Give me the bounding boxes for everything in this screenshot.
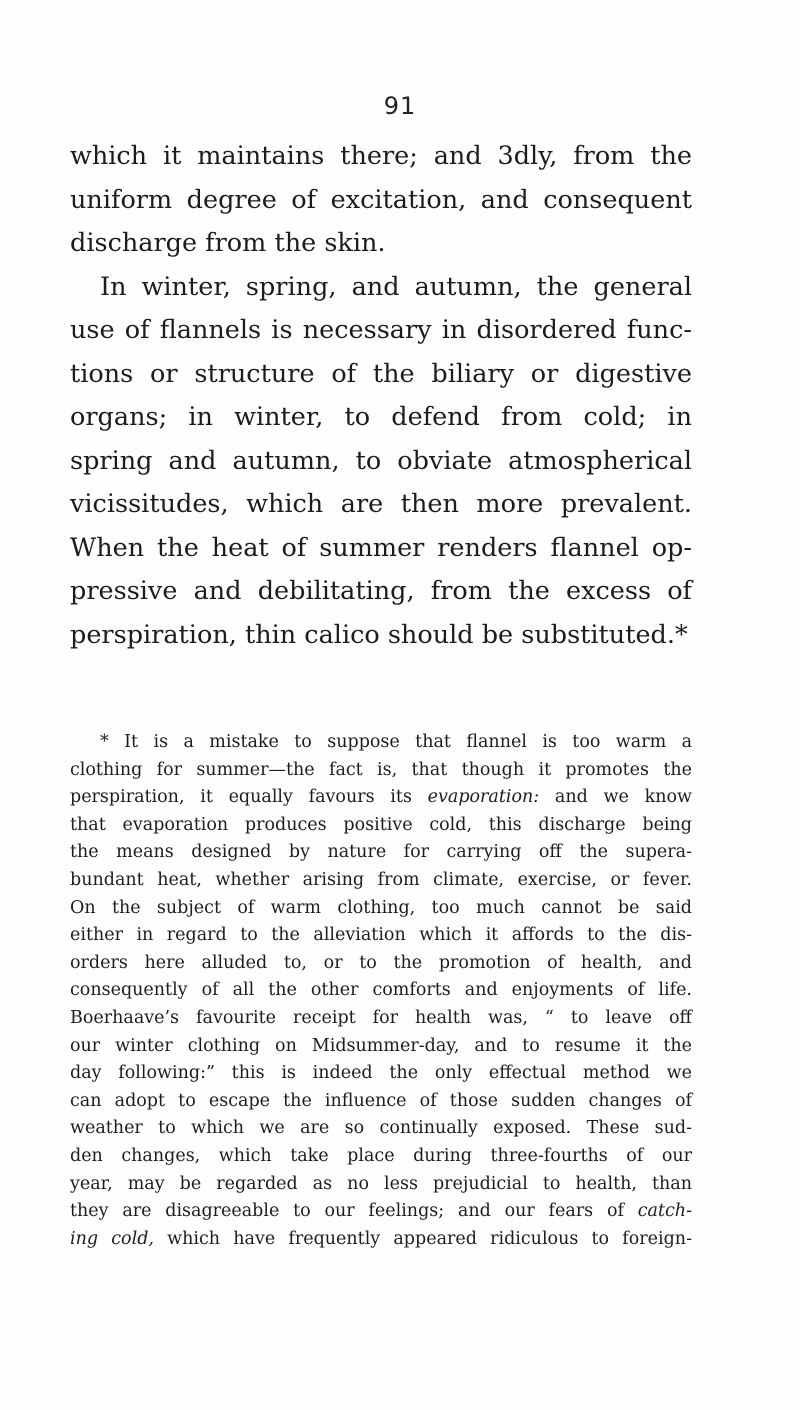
footnote-line: the means designed by nature for carrying off the supera- <box>70 842 692 863</box>
footnote-line: day following:” this is indeed the only effectual method we <box>70 1063 692 1084</box>
footnote-line: can adopt to escape the influence of those sudden changes of <box>70 1090 692 1111</box>
footnote-line: den changes, which take place during three-fourths of our <box>70 1145 692 1166</box>
text-line: spring and autumn, to obviate atmospherical <box>70 445 692 476</box>
footnote-line: orders here alluded to, or to the promotion of health, and <box>70 952 692 973</box>
text-line: organs; in winter, to defend from cold; in <box>70 402 692 432</box>
text-line: pressive and debilitating, from the excess of <box>70 576 692 606</box>
text-line: tions or structure of the biliary or digestive <box>70 358 692 389</box>
text-line: discharge from the skin. <box>70 228 386 258</box>
text-line: When the heat of summer renders flannel op- <box>70 532 692 563</box>
page-number: 91 <box>383 92 417 120</box>
footnote-line: * It is a mistake to suppose that flannel is too warm a <box>100 732 692 752</box>
footnote-italic-text: ing cold, <box>70 1228 154 1249</box>
footnote-line: clothing for summer—the fact is, that though it promotes the <box>70 759 692 780</box>
text-line: perspiration, thin calico should be substituted.* <box>70 619 688 650</box>
main-text <box>70 135 692 657</box>
footnote-line: either in regard to the alleviation which it affords to the dis- <box>70 925 692 946</box>
text-line: which it maintains there; and 3dly, from the <box>70 141 692 171</box>
footnote-italic-text: catch- <box>637 1201 692 1222</box>
text-line: use of flannels is necessary in disordered func- <box>70 315 692 345</box>
footnote-line: bundant heat, whether arising from climate, exercise, or fever. <box>70 869 692 890</box>
footnote-italic-text: evaporation: <box>427 787 540 808</box>
footnote-line: Boerhaave’s favourite receipt for health was, “ to leave off <box>70 1007 692 1028</box>
footnote-line: that evaporation produces positive cold, this discharge being <box>70 814 692 835</box>
footnote-line: year, may be regarded as no less prejudicial to health, than <box>70 1173 692 1194</box>
footnote-line: weather to which we are so continually exposed. These sud- <box>70 1118 692 1139</box>
footnote-text: and we know <box>539 787 692 808</box>
footnote-line: consequently of all the other comforts and enjoyments of life. <box>70 980 692 1001</box>
footnote-text: which have frequently appeared ridiculous to foreign- <box>153 1228 692 1249</box>
footnote-text: they are disagreeable to our feelings; and our fears of <box>70 1201 638 1222</box>
footnote-line: our winter clothing on Midsummer-day, and to resume it the <box>70 1035 692 1056</box>
text-line: In winter, spring, and autumn, the general <box>100 271 692 302</box>
footnote-line <box>70 784 692 812</box>
text-line: uniform degree of excitation, and consequent <box>70 184 692 215</box>
footnote-line <box>70 1226 692 1254</box>
footnote-text: perspiration, it equally favours its <box>70 787 428 808</box>
footnote-line: On the subject of warm clothing, too much cannot be said <box>70 897 692 918</box>
text-line: vicissitudes, which are then more prevalent. <box>70 489 692 519</box>
footnote-line <box>70 1198 692 1226</box>
footnote <box>70 729 692 1253</box>
